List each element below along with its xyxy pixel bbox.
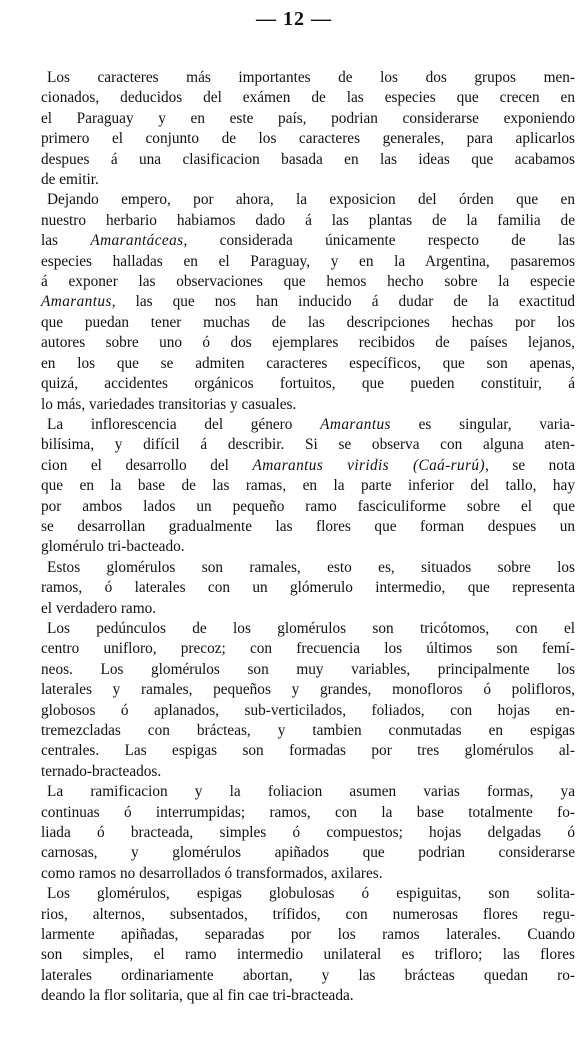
text-run: tremezcladas con brácteas, y tambien conmutadas en espigas xyxy=(41,722,575,739)
text-run: La inflorescencia del género xyxy=(47,415,321,433)
text-line xyxy=(13,129,575,149)
text-line xyxy=(13,88,575,108)
italic-species-name: Amarantus xyxy=(41,293,112,311)
text-line xyxy=(13,190,575,210)
text-line xyxy=(13,313,575,333)
text-run: cionados, deducidos del exámen de las especies que crecen en xyxy=(41,89,575,107)
text-line xyxy=(13,803,575,823)
text-run: laterales y ramales, pequeños y grandes, monofloros ó polifloros, xyxy=(41,681,575,699)
text-run: rios, alternos, subsentados, trífidos, con numerosas flores regu- xyxy=(41,905,575,923)
paragraph xyxy=(13,782,575,884)
text-line xyxy=(13,252,575,272)
text-line xyxy=(13,68,575,88)
text-run: en los que se admiten caracteres específicos, que son apenas, xyxy=(41,354,575,372)
text-run: bilísima, y difícil á describir. Si se observa con alguna aten- xyxy=(41,436,575,454)
text-run: despues á una clasificacion basada en las ideas que acabamos xyxy=(41,150,575,168)
text-line xyxy=(13,333,575,353)
paragraph xyxy=(13,415,575,558)
italic-species-name: Amarantus xyxy=(320,415,391,433)
text-line xyxy=(13,966,575,986)
text-line xyxy=(13,211,575,231)
text-run: liada ó bracteada, simples ó compuestos; hojas delgadas ó xyxy=(41,824,575,842)
text-line xyxy=(13,558,575,578)
text-run: el verdadero ramo. xyxy=(41,599,157,617)
text-run: lo más, variedades transitorias y casuales. xyxy=(41,395,297,413)
text-line xyxy=(13,701,575,721)
text-run: cion el desarrollo del xyxy=(41,456,253,474)
text-line xyxy=(13,415,575,435)
text-run: Los glomérulos, espigas globulosas ó espiguitas, son solita- xyxy=(47,885,575,903)
text-run: globosos ó aplanados, sub-verticilados, foliados, con hojas en- xyxy=(41,701,575,719)
paragraph xyxy=(13,619,575,782)
text-run: , las que nos han inducido á dudar de la exactitud xyxy=(111,293,575,311)
text-run: á exponer las observaciones que hemos hecho sobre la especie xyxy=(41,273,575,291)
text-line xyxy=(13,599,575,619)
text-run: de emitir. xyxy=(41,171,99,189)
text-run: es singular, varia- xyxy=(390,415,575,433)
text-run: quizá, accidentes orgánicos fortuitos, que pueden constituir, á xyxy=(41,375,575,393)
page-number: — 12 — xyxy=(256,8,332,30)
text-run: nuestro herbario habiamos dado á las plantas de la familia de xyxy=(41,211,575,229)
body-text xyxy=(13,68,575,1007)
text-run: laterales ordinariamente abortan, y las brácteas quedan ro- xyxy=(41,966,575,984)
text-run: el Paraguay y en este país, podrian considerarse exponiendo xyxy=(41,109,575,127)
text-line xyxy=(13,231,575,251)
text-line xyxy=(13,782,575,802)
text-run: que en la base de las ramas, en la parte inferior del tallo, hay xyxy=(41,477,575,495)
paragraph xyxy=(13,558,575,619)
text-line xyxy=(13,150,575,170)
text-line xyxy=(13,354,575,374)
paragraph xyxy=(13,884,575,1006)
text-run: se desarrollan gradualmente las flores que forman despues un xyxy=(41,517,575,535)
text-line xyxy=(13,517,575,537)
text-run: deando la flor solitaria, que al fin cae tri-bracteada. xyxy=(41,987,354,1005)
text-run: larmente apiñadas, separadas por los ramos laterales. Cuando xyxy=(41,926,575,944)
text-line xyxy=(13,497,575,517)
italic-species-name: Amarantus viridis (Caá-rurú) xyxy=(252,456,485,474)
text-run: centrales. Las espigas son formadas por tres glomérulos al- xyxy=(41,742,575,760)
text-run: Los caracteres más importantes de los dos grupos men- xyxy=(47,69,575,86)
italic-species-name: Amarantáceas xyxy=(90,232,184,250)
text-run: La ramificacion y la foliacion asumen varias formas, ya xyxy=(47,783,575,801)
text-run: glomérulo tri-bacteado. xyxy=(41,538,185,556)
text-run: como ramos no desarrollados ó transformados, axilares. xyxy=(41,864,383,882)
text-line xyxy=(13,272,575,292)
text-line xyxy=(13,680,575,700)
text-line xyxy=(13,721,575,741)
text-run: que puedan tener muchas de las descripciones hechas por los xyxy=(41,313,575,331)
text-run: Los pedúnculos de los glomérulos son tricótomos, con el xyxy=(47,619,575,637)
text-line xyxy=(13,292,575,312)
text-line xyxy=(13,823,575,843)
text-run: por ambos lados un pequeño ramo fasciculiforme sobre el que xyxy=(41,497,575,515)
text-run: las xyxy=(41,232,91,250)
text-line xyxy=(13,170,575,190)
text-line xyxy=(13,435,575,455)
text-line xyxy=(13,884,575,904)
text-line xyxy=(13,762,575,782)
text-run: son simples, el ramo intermedio unilateral es trifloro; las flores xyxy=(41,946,575,964)
text-line xyxy=(13,537,575,557)
text-line xyxy=(13,639,575,659)
text-run: Estos glomérulos son ramales, esto es, situados sobre los xyxy=(47,558,575,576)
text-line xyxy=(13,905,575,925)
text-run: autores sobre uno ó dos ejemplares recibidos de países lejanos, xyxy=(41,334,575,352)
text-run: carnosas, y glomérulos apiñados que podrian considerarse xyxy=(41,844,575,862)
text-line xyxy=(13,476,575,496)
text-line xyxy=(13,660,575,680)
text-line xyxy=(13,986,575,1006)
text-line xyxy=(13,864,575,884)
text-line xyxy=(13,843,575,863)
text-line xyxy=(13,109,575,129)
text-run: Dejando empero, por ahora, la exposicion del órden que en xyxy=(47,191,575,209)
text-run: , se nota xyxy=(484,456,575,474)
text-run: continuas ó interrumpidas; ramos, con la base totalmente fo- xyxy=(41,803,575,821)
text-run: primero el conjunto de los caracteres generales, para aplicarlos xyxy=(41,130,575,148)
text-line xyxy=(13,619,575,639)
text-run: , considerada únicamente respecto de las xyxy=(183,232,575,250)
text-line xyxy=(13,395,575,415)
text-run: neos. Los glomérulos son muy variables, principalmente los xyxy=(41,660,575,678)
text-line xyxy=(13,578,575,598)
text-run: ternado-bracteados. xyxy=(41,762,162,780)
text-run: ramos, ó laterales con un glómerulo intermedio, que representa xyxy=(41,579,575,597)
text-line xyxy=(13,741,575,761)
text-line xyxy=(13,925,575,945)
paragraph xyxy=(13,190,575,414)
text-line xyxy=(13,456,575,476)
paragraph xyxy=(13,68,575,190)
text-line xyxy=(13,945,575,965)
text-run: centro unifloro, precoz; con frecuencia los últimos son femí- xyxy=(41,640,575,658)
text-run: especies halladas en el Paraguay, y en la Argentina, pasaremos xyxy=(41,252,575,270)
text-line xyxy=(13,374,575,394)
